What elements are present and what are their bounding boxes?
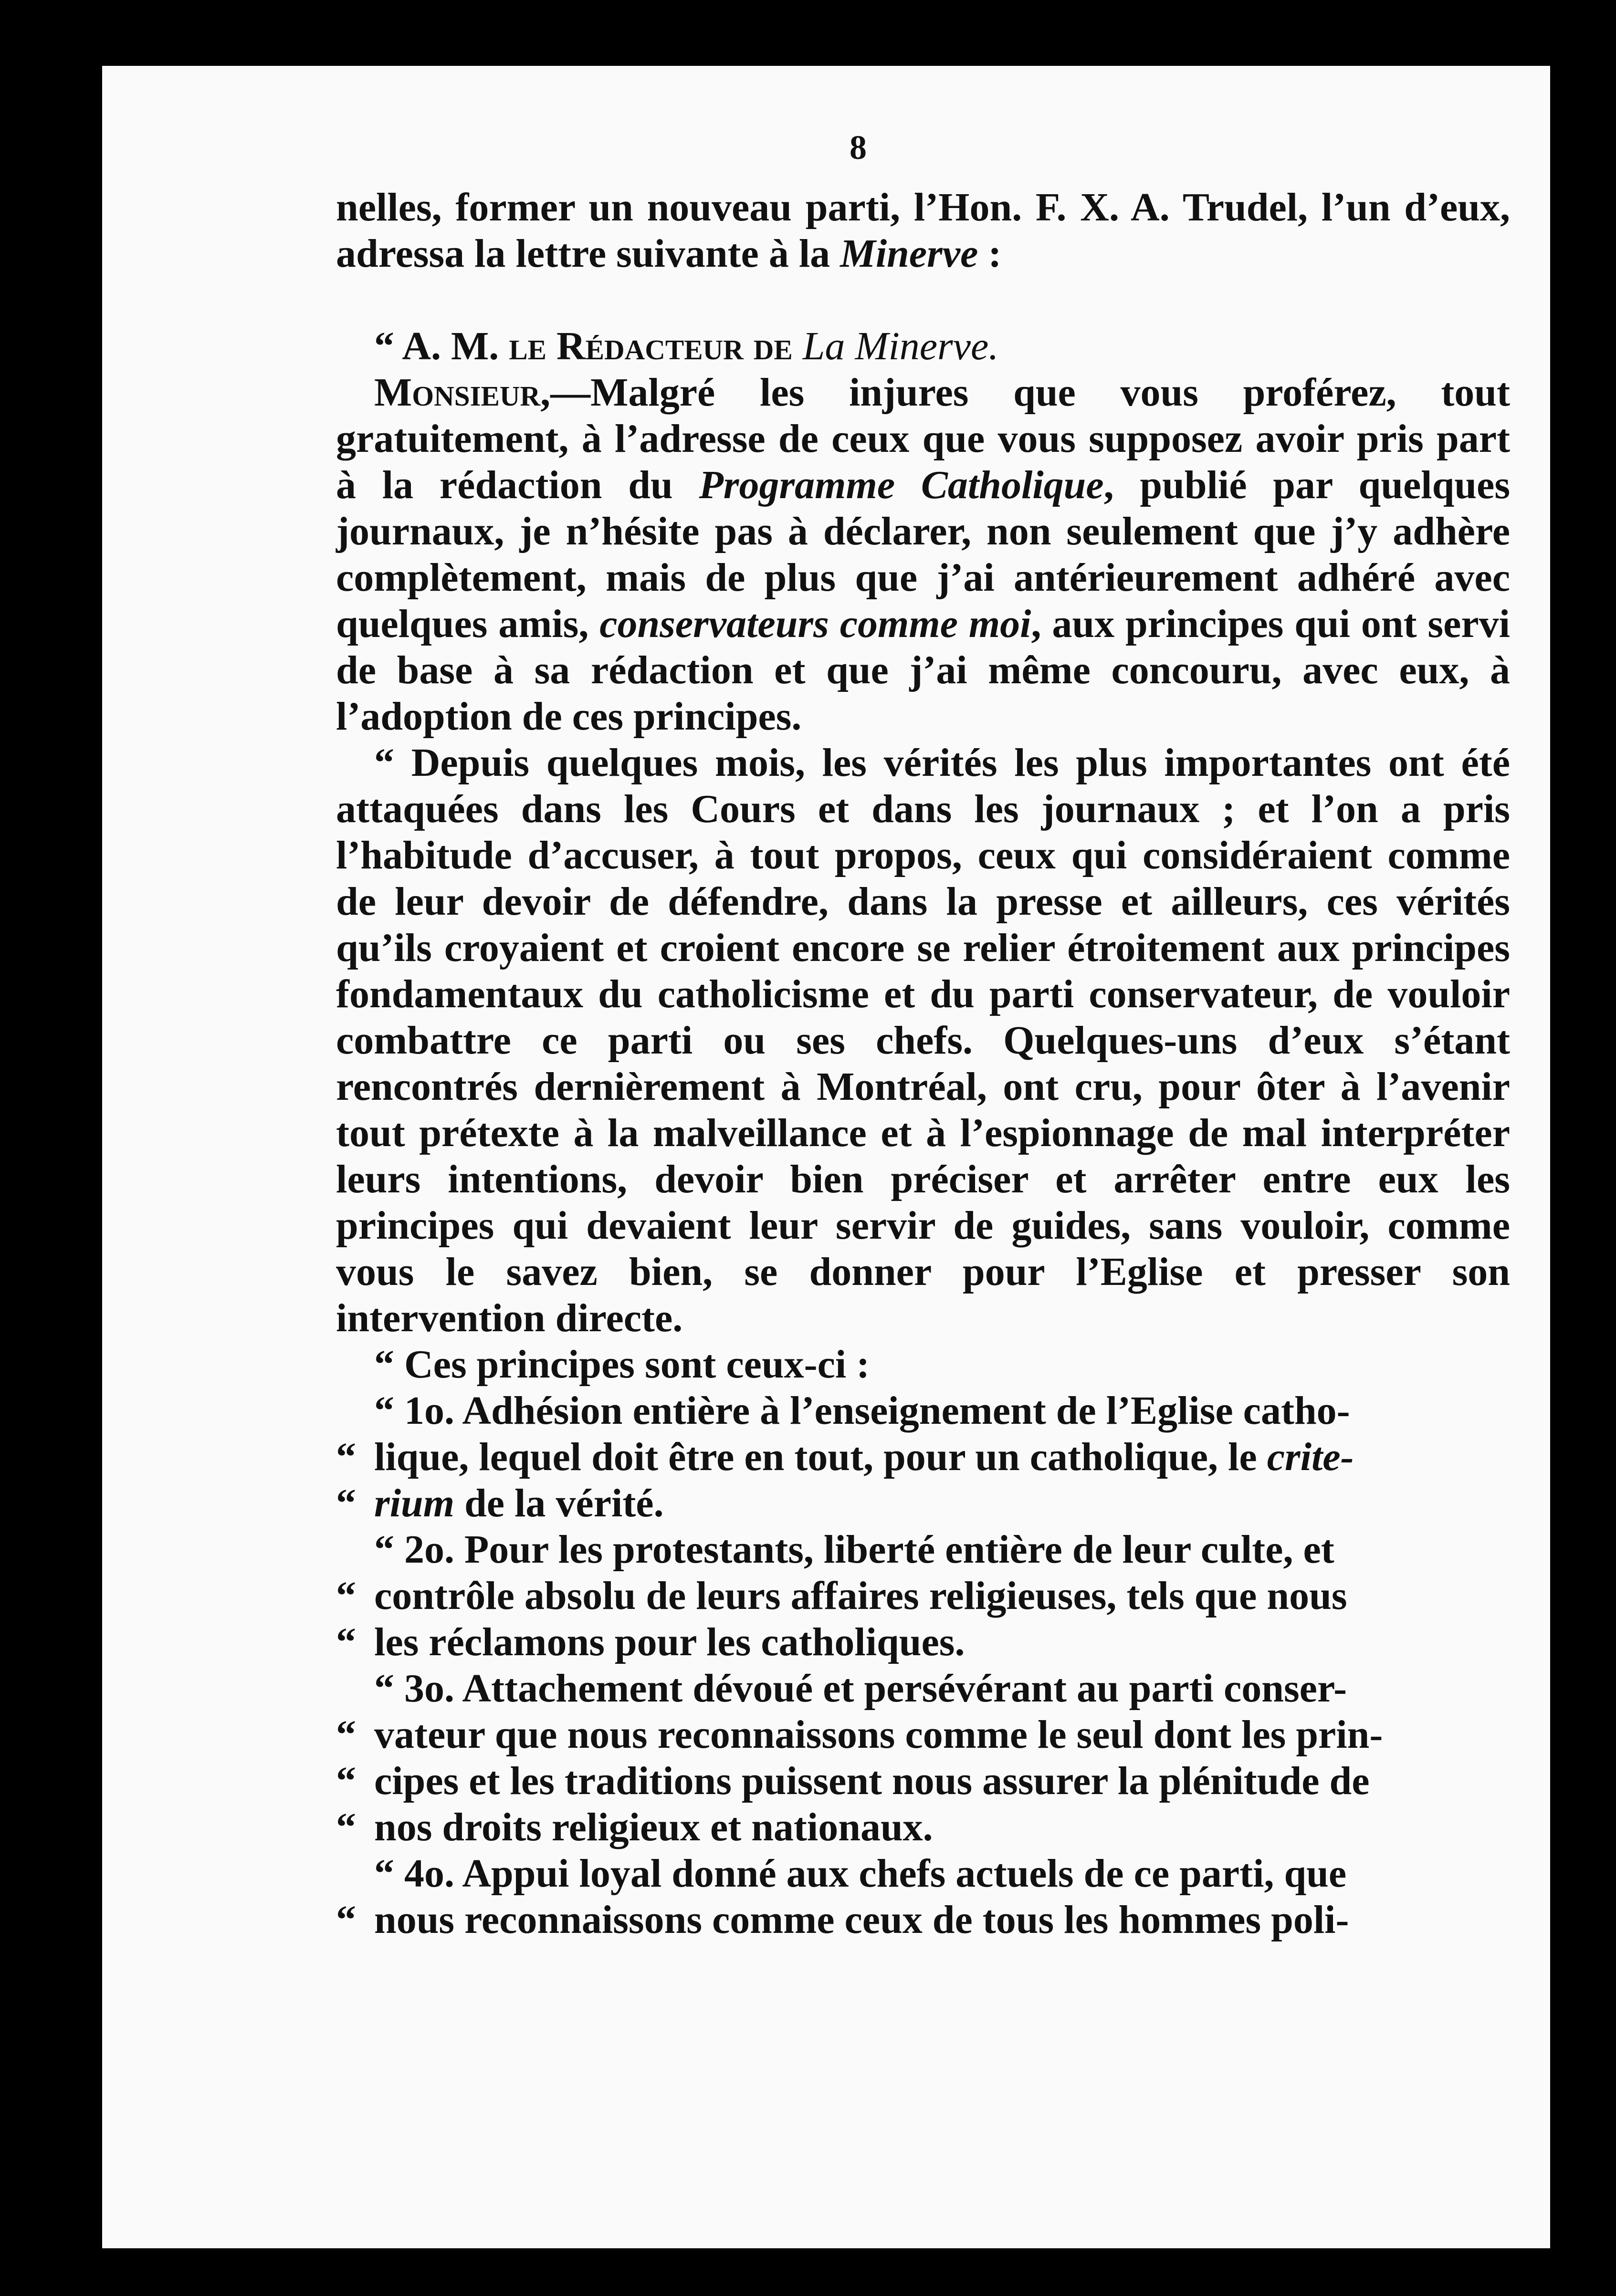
principle-3	[336, 1665, 1510, 1850]
intro-paragraph	[336, 184, 1510, 277]
principle-1	[336, 1388, 1510, 1526]
page-number: 8	[850, 128, 867, 167]
salutation	[336, 323, 1510, 369]
salutation-open: “ A. M.	[374, 324, 509, 368]
quote-mark: “	[336, 1805, 356, 1849]
quote-mark: “	[336, 1620, 356, 1664]
monsieur-lead: Monsieur,	[374, 370, 551, 415]
para1-text-a: —Malgré les injures que vous proférez, tout gratuitement, à l’adresse de ceux que vous supposez avoir pris part à la rédaction du	[336, 370, 1510, 507]
principle-3-line: vateur que nous reconnaissons comme le seul dont les prin-	[374, 1712, 1383, 1757]
para1-text-b: , publié par quelques journaux, je n’hésite pas à déclarer, non seulement que j’y adhère complètement, mais de plus que j’ai antérieurement adhéré avec quelques amis,	[336, 463, 1511, 646]
principle-3-line: nos droits religieux et nationaux.	[374, 1805, 933, 1849]
programme-catholique: Programme Catholique	[699, 463, 1104, 507]
quote-mark: “	[336, 1898, 356, 1942]
criterium-word: rium	[374, 1481, 455, 1525]
letter-paragraph-2: “ Depuis quelques mois, les vérités les plus importantes ont été attaquées dans les Cours et dans les journaux ; et l’on a pris l’habitude d’accuser, à tout propos, ceux qui considéraient comme de leur devoir de défendre, dans la presse et ailleurs, ces vérités qu’ils croyaient et croient encore se relier étroitement aux principes fondamentaux du catholicisme et du parti conservateur, de vouloir combattre ce parti ou ses chefs. Quelques-uns d’eux s’étant rencontrés dernièrement à Montréal, ont cru, pour ôter à l’avenir tout prétexte à la malveillance et à l’espionnage de mal interpréter leurs intentions, devoir bien préciser et arrêter entre eux les principes qui devaient leur servir de guides, sans vouloir, comme vous le savez bien, se donner pour l’Eglise et presser son intervention directe.	[336, 741, 1510, 1340]
intro-text: nelles, former un nouveau parti, l’Hon. F. X. A. Trudel, l’un d’eux, adressa la lettre suivante à la	[336, 185, 1510, 276]
quote-mark: “	[336, 1712, 356, 1757]
salutation-redacteur: le Rédacteur de	[509, 324, 793, 368]
principle-1-line: lique, lequel doit être en tout, pour un catholique, le	[374, 1435, 1267, 1479]
quote-mark: “	[336, 1435, 356, 1479]
journal-name: Minerve	[840, 231, 978, 276]
criterium-word: crite-	[1267, 1435, 1354, 1479]
principle-2-line: les réclamons pour les catholiques.	[374, 1620, 965, 1664]
principle-4	[336, 1850, 1510, 1943]
quote-mark: “	[336, 1574, 356, 1618]
principle-3-line: cipes et les traditions puissent nous assurer la plénitude de	[374, 1759, 1370, 1803]
quote-mark: “	[336, 1759, 356, 1803]
body-text	[336, 184, 1510, 1943]
salutation-journal: La Minerve.	[802, 324, 999, 368]
letter-paragraph-1	[336, 369, 1510, 740]
principle-1-line: “ 1o. Adhésion entière à l’enseignement de l’Eglise catho-	[374, 1388, 1350, 1433]
principle-2-line: “ 2o. Pour les protestants, liberté entière de leur culte, et	[374, 1527, 1334, 1572]
letter-paragraph-3: “ Ces principes sont ceux-ci :	[374, 1342, 870, 1387]
principle-4-line: nous reconnaissons comme ceux de tous les hommes poli-	[374, 1898, 1349, 1942]
principle-2-line: contrôle absolu de leurs affaires religieuses, tels que nous	[374, 1574, 1347, 1618]
intro-colon: :	[978, 231, 1002, 276]
para1-text-c: , aux principes qui ont servi de base à sa rédaction et que j’ai même concouru, avec eux, à l’adoption de ces principes.	[336, 602, 1510, 739]
principle-1-line: de la vérité.	[454, 1481, 664, 1525]
conservateurs-phrase: conservateurs comme moi	[599, 602, 1031, 646]
principle-2	[336, 1526, 1510, 1665]
document-page	[102, 66, 1550, 2248]
principle-4-line: “ 4o. Appui loyal donné aux chefs actuels de ce parti, que	[374, 1851, 1347, 1896]
quote-mark: “	[336, 1481, 356, 1525]
principle-3-line: “ 3o. Attachement dévoué et persévérant au parti conser-	[374, 1666, 1347, 1711]
